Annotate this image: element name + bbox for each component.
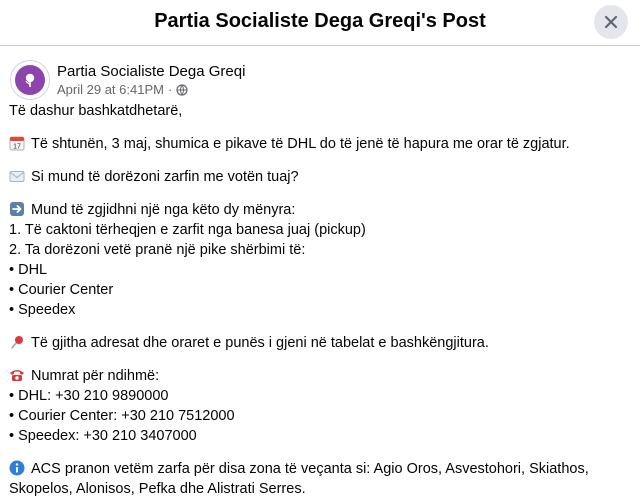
pin-line <box>9 333 634 353</box>
post-date[interactable]: April 29 at 6:41PM <box>57 82 164 97</box>
option-1: 1. Të caktoni tërheqjen e zarfit nga banesa juaj (pickup) <box>9 222 366 238</box>
option-2: 2. Ta dorëzoni vetë pranë një pike shërbimi të: <box>9 242 306 258</box>
phone-item: • Speedex: +30 210 3407000 <box>9 428 197 444</box>
author-name[interactable]: Partia Socialiste Dega Greqi <box>57 63 246 80</box>
pin-text: Të gjitha adresat dhe oraret e punës i gjeni në tabelat e bashkëngjitura. <box>31 335 489 351</box>
telephone-icon <box>9 367 25 383</box>
carrier-item: • Speedex <box>9 302 76 318</box>
dialog-title: Partia Socialiste Dega Greqi's Post <box>154 10 486 32</box>
rose-logo-icon <box>15 65 45 95</box>
meta-separator: · <box>167 82 173 97</box>
greeting-text: Të dashur bashkatdhetarë, <box>9 103 183 119</box>
post-body <box>9 101 634 499</box>
envelope-icon <box>9 168 25 184</box>
globe-icon[interactable] <box>176 84 188 96</box>
carrier-item: • DHL <box>9 262 48 278</box>
envelope-line <box>9 167 634 187</box>
avatar[interactable] <box>10 60 50 100</box>
close-button[interactable] <box>594 5 628 39</box>
calendar-line <box>9 134 634 154</box>
carrier-item: • Courier Center <box>9 282 114 298</box>
info-icon <box>9 460 25 476</box>
phone-item: • DHL: +30 210 9890000 <box>9 388 169 404</box>
phone-title: Numrat për ndihmë: <box>31 368 160 384</box>
info-paragraph <box>9 459 634 499</box>
envelope-text: Si mund të dorëzoni zarfin me votën tuaj? <box>31 169 299 185</box>
post-header <box>10 58 610 102</box>
phone-item: • Courier Center: +30 210 7512000 <box>9 408 235 424</box>
phone-line <box>9 366 634 386</box>
right-arrow-icon <box>9 201 25 217</box>
options-text: Mund të zgjidhni një nga këto dy mënyra: <box>31 202 296 218</box>
post-meta <box>57 82 188 97</box>
info-text: ACS pranon vetëm zarfa për disa zona të veçanta si: Agio Oros, Asvestohori, Skiathos, Skopelos, Alonisos, Pefka dhe Alistrati Serres. <box>9 461 589 497</box>
post-dialog-header <box>0 0 640 46</box>
options-line <box>9 200 634 220</box>
calendar-icon <box>9 135 25 151</box>
pushpin-icon <box>9 334 25 350</box>
calendar-text: Të shtunën, 3 maj, shumica e pikave të DHL do të jenë të hapura me orar të zgjatur. <box>31 136 570 152</box>
svg-text:17: 17 <box>13 143 21 151</box>
close-icon <box>604 15 618 29</box>
